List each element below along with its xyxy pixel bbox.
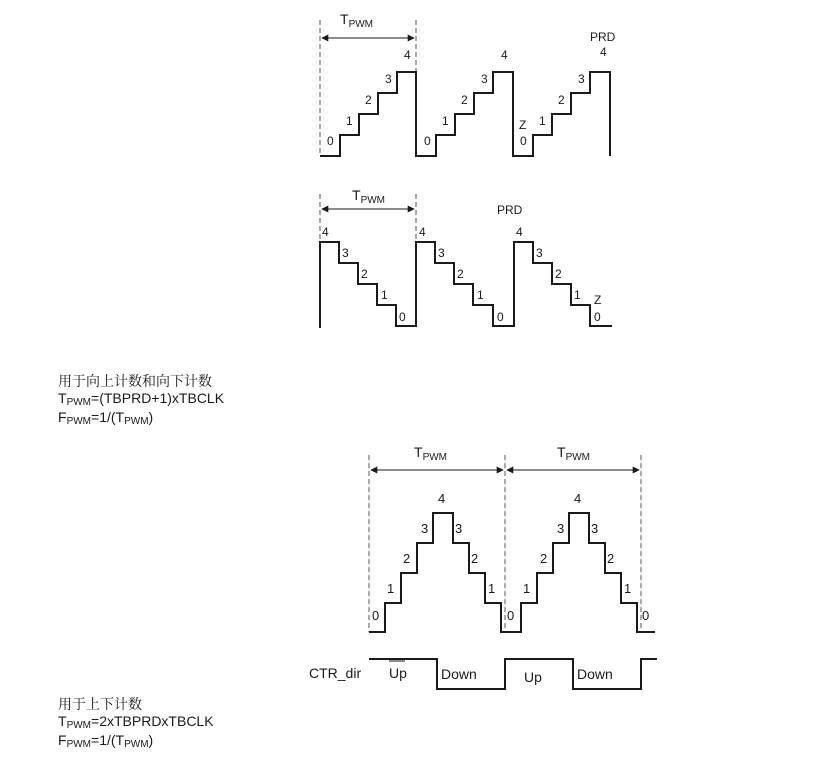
step-label: 4 [438,491,446,506]
step-label: 1 [523,581,531,596]
step-label: 4 [322,225,329,239]
step-label: 4 [574,491,582,506]
step-label: 0 [424,134,431,148]
step-label: 2 [555,267,562,281]
formula-part: =2xTBPRDxTBCLK [91,713,214,729]
step-label: 2 [471,551,479,566]
up-label: Up [389,665,407,681]
formula-subscript: PWM [124,416,149,427]
step-label: 3 [591,521,599,536]
zero-label: Z [594,293,602,307]
step-label: 2 [457,267,464,281]
down-count-waveform [320,242,612,328]
formula-part: ) [148,732,154,748]
period-label: $T_{PWM}$ [352,187,386,206]
step-label: 1 [346,114,353,128]
step-label: 1 [539,114,546,128]
step-label: 4 [516,225,523,239]
formula-subscript: PWM [66,416,92,427]
prd-label: PRD [590,30,616,44]
step-label: 2 [361,267,368,281]
step-label: 4 [501,48,508,62]
step-label: 2 [558,93,565,107]
step-label: 4 [600,45,607,59]
step-label: 2 [365,93,372,107]
step-label: 3 [438,246,445,260]
down-label: Down [441,666,477,682]
step-label: 0 [399,310,406,324]
step-label: 3 [578,72,585,86]
down-count-diagram [320,187,612,328]
up-count-waveform [320,72,610,156]
formula-subscript: PWM [66,720,92,731]
step-label: 3 [481,72,488,86]
step-label: 1 [381,288,388,302]
step-label: 0 [372,608,380,623]
frequency-formula [58,409,224,428]
period-label: $T_{PWM}$ [557,444,591,463]
step-label: 3 [455,521,463,536]
down-label: Down [577,666,613,682]
down-count-step-labels [322,203,601,324]
step-label: 1 [488,581,496,596]
frequency-formula [58,732,214,751]
formula-part: =1/(T [91,409,125,425]
caption-up-down-modes [58,374,224,428]
step-label: 3 [421,521,429,536]
step-label: 3 [557,521,565,536]
step-label: 3 [342,246,349,260]
step-label: 2 [607,551,615,566]
step-label: 1 [387,581,395,596]
formula-part: =(TBPRD+1)xTBCLK [91,390,225,406]
period-formula [58,390,224,409]
up-down-step-labels [372,491,649,623]
formula-subscript: PWM [66,397,92,408]
step-label: 1 [442,114,449,128]
step-label: 3 [536,246,543,260]
period-label: $T_{PWM}$ [340,11,374,30]
zero-label: Z [519,118,527,132]
step-label: 2 [403,551,411,566]
step-label: 4 [404,48,411,62]
formula-subscript: PWM [66,739,92,750]
step-label: 2 [540,551,548,566]
caption-title: 用于向上计数和向下计数 [58,374,212,390]
formula-part: ) [148,409,154,425]
step-label: 0 [507,608,515,623]
ctr-dir-waveform [369,659,657,689]
step-label: 0 [497,310,504,324]
step-label: 0 [642,608,650,623]
step-label: 1 [477,288,484,302]
prd-label: PRD [497,203,523,217]
formula-part: =1/(T [91,732,125,748]
caption-updown-mode [58,697,214,751]
up-count-step-labels [327,30,616,148]
step-label: 0 [520,134,527,148]
formula-subscript: PWM [124,739,149,750]
step-label: 1 [574,288,581,302]
up-down-count-diagram [309,444,657,689]
caption-title: 用于上下计数 [58,697,142,713]
formula-part: F [58,732,67,748]
step-label: 3 [385,72,392,86]
formula-part: F [58,409,67,425]
step-label: 1 [624,581,632,596]
up-count-diagram [320,11,616,156]
period-label: $T_{PWM}$ [414,444,448,463]
period-formula [58,713,214,732]
formula-part: T [58,390,67,406]
formula-part: T [58,713,67,729]
step-label: 4 [419,225,426,239]
step-label: 0 [327,134,334,148]
step-label: 2 [461,93,468,107]
up-label: Up [524,669,542,685]
step-label: 0 [594,310,601,324]
ctr-dir-label: CTR_dir [309,665,362,681]
